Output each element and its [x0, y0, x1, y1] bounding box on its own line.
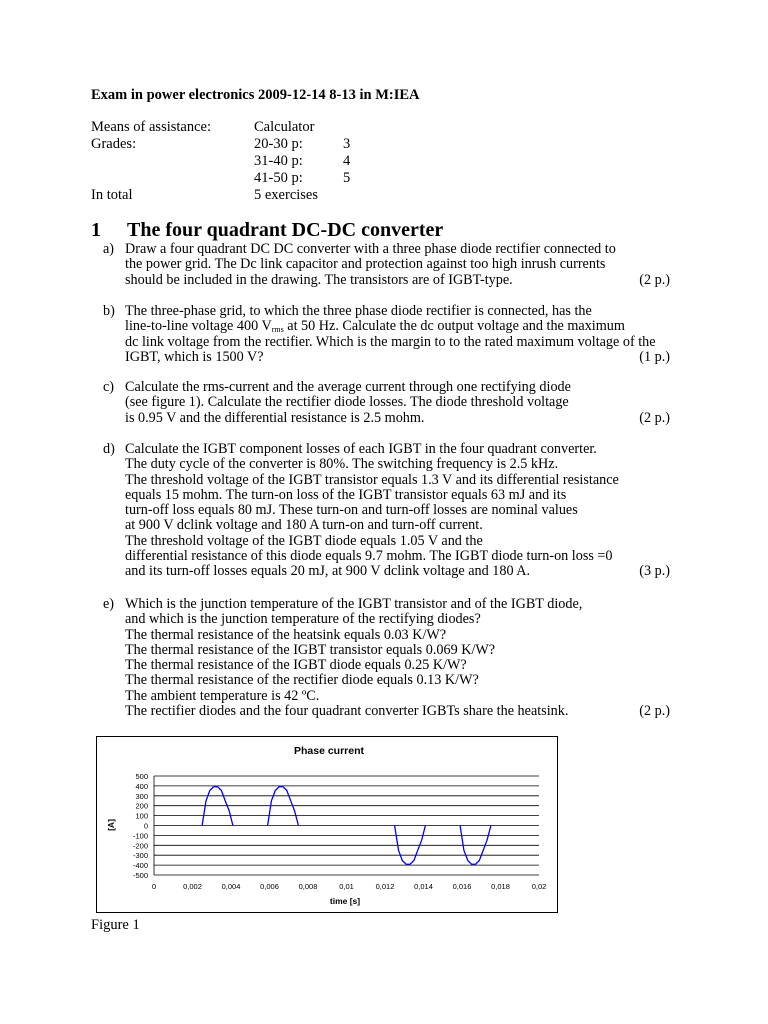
y-tick-label: 200 — [135, 801, 148, 811]
exercise-line: Which is the junction temperature of the IGBT transistor and of the IGBT diode, — [125, 596, 583, 612]
x-tick-label: 0,012 — [375, 882, 395, 891]
y-tick-label: 0 — [143, 821, 148, 831]
exercise-line: Calculate the IGBT component losses of each IGBT in the four quadrant converter. — [125, 441, 597, 457]
y-tick-label: -100 — [132, 831, 148, 841]
exercise-line: dc link voltage from the rectifier. Which is the margin to to the rated maximum voltage of the — [125, 333, 656, 350]
exercise-line: turn-off loss equals 80 mJ. These turn-on and turn-off losses are nominal values — [125, 502, 578, 519]
chart-svg — [97, 737, 557, 912]
exercise-points: (3 p.) — [639, 563, 670, 580]
section-number: 1 — [91, 219, 101, 241]
exercise-line-text: line-to-line voltage 400 V — [125, 318, 272, 335]
exercise-line — [125, 411, 670, 426]
exercise-line: Draw a four quadrant DC DC converter with a three phase diode rectifier connected to — [125, 241, 616, 257]
exercise-line: The three-phase grid, to which the three phase diode rectifier is connected, has the — [125, 303, 592, 319]
x-tick-label: 0,014 — [414, 882, 433, 891]
exercise-line-text: and its turn-off losses equals 20 mJ, at 900 V dclink voltage and 180 A. — [125, 563, 531, 580]
grade-range: 31-40 p: — [254, 153, 303, 169]
exercise-line: (see figure 1). Calculate the rectifier diode losses. The diode threshold voltage — [125, 394, 569, 411]
x-tick-label: 0,018 — [491, 882, 510, 891]
exercise-line-text: is 0.95 V and the differential resistance is 2.5 mohm. — [125, 409, 425, 426]
x-tick-label: 0,002 — [183, 882, 202, 891]
exercise-line: The threshold voltage of the IGBT diode equals 1.05 V and the — [125, 532, 483, 549]
exercise-line: The ambient temperature is 42 ºC. — [125, 687, 320, 704]
grade-range: 20-30 p: — [254, 136, 303, 152]
exercise-line: differential resistance of this diode equals 9.7 mohm. The IGBT diode turn-on loss =0 — [125, 548, 613, 565]
phase-current-chart — [96, 736, 558, 913]
exercise-line: the power grid. The Dc link capacitor and protection against too high inrush currents — [125, 256, 606, 273]
x-tick-label: 0 — [151, 882, 157, 891]
y-tick-label: -400 — [132, 861, 148, 871]
y-tick-label: 400 — [135, 781, 148, 791]
exercise-points: (2 p.) — [639, 703, 670, 720]
exercise-line-text: at 50 Hz. Calculate the dc output voltage and the maximum — [283, 318, 625, 335]
exercise-line — [125, 564, 670, 579]
x-axis-label: time [s] — [329, 896, 361, 906]
exercise-line: The thermal resistance of the IGBT transistor equals 0.069 K/W? — [125, 641, 496, 658]
exercise-label: b) — [103, 303, 115, 319]
exercise-line — [125, 319, 670, 334]
x-tick-label: 0,004 — [221, 882, 241, 891]
y-axis-label: [A] — [106, 819, 116, 831]
exercise-line: The threshold voltage of the IGBT transistor equals 1.3 V and its differential resistance — [125, 471, 619, 488]
exercise-line — [125, 704, 670, 719]
figure-caption: Figure 1 — [91, 917, 140, 933]
x-tick-layer — [152, 882, 546, 891]
y-tick-label: 500 — [135, 772, 148, 781]
y-tick-label: -500 — [132, 871, 148, 880]
chart-title: Phase current — [293, 745, 365, 757]
x-tick-label: 0,02 — [531, 882, 547, 891]
exercise-label: c) — [103, 379, 115, 395]
exercise-line: The duty cycle of the converter is 80%. The switching frequency is 2.5 kHz. — [125, 456, 559, 473]
exercise-line: The thermal resistance of the heatsink equals 0.03 K/W? — [125, 626, 447, 643]
exercise-line: The thermal resistance of the rectifier diode equals 0.13 K/W? — [125, 672, 479, 689]
y-tick-label: -300 — [132, 851, 148, 861]
grades-label: Grades: — [91, 136, 137, 152]
exercise-points: (1 p.) — [639, 348, 670, 365]
x-tick-label: 0,01 — [339, 882, 354, 891]
section-title: The four quadrant DC-DC converter — [127, 219, 444, 241]
means-value: Calculator — [254, 119, 315, 135]
exercise-label: e) — [103, 596, 115, 612]
rms-subscript: rms — [271, 325, 284, 335]
exercise-line: at 900 V dclink voltage and 180 A turn-on and turn-off current. — [125, 517, 483, 534]
grade-value: 4 — [343, 153, 351, 169]
exercise-label: d) — [103, 441, 115, 457]
exercise-line-text: IGBT, which is 1500 V? — [125, 348, 264, 365]
x-tick-label: 0,008 — [298, 882, 318, 891]
exercise-points: (2 p.) — [639, 271, 670, 288]
grade-value: 5 — [343, 170, 351, 186]
exercise-line-text: should be included in the drawing. The transistors are of IGBT-type. — [125, 271, 513, 288]
exercise-points: (2 p.) — [639, 409, 670, 426]
exercise-line: equals 15 mohm. The turn-on loss of the IGBT transistor equals 63 mJ and its — [125, 486, 567, 503]
grade-value: 3 — [343, 136, 351, 152]
total-label: In total — [91, 187, 133, 203]
means-label: Means of assistance: — [91, 119, 211, 135]
exercise-line-text: The rectifier diodes and the four quadrant converter IGBTs share the heatsink. — [125, 703, 569, 720]
y-tick-label: -200 — [132, 841, 148, 851]
exercise-line — [125, 350, 670, 365]
y-tick-label: 100 — [135, 811, 148, 821]
y-tick-layer — [133, 772, 148, 880]
total-value: 5 exercises — [254, 187, 319, 203]
exercise-line: and which is the junction temperature of the rectifying diodes? — [125, 611, 481, 628]
exercise-label: a) — [103, 241, 115, 257]
x-tick-label: 0,016 — [452, 882, 472, 891]
grid-layer — [154, 776, 539, 875]
exercise-line: The thermal resistance of the IGBT diode equals 0.25 K/W? — [125, 657, 467, 674]
exam-title: Exam in power electronics 2009-12-14 8-13 in M:IEA — [91, 87, 420, 103]
x-tick-label: 0,006 — [260, 882, 279, 891]
y-tick-label: 300 — [135, 791, 148, 801]
grade-range: 41-50 p: — [254, 170, 303, 186]
exercise-line: Calculate the rms-current and the average current through one rectifying diode — [125, 379, 571, 395]
exercise-line — [125, 273, 670, 288]
